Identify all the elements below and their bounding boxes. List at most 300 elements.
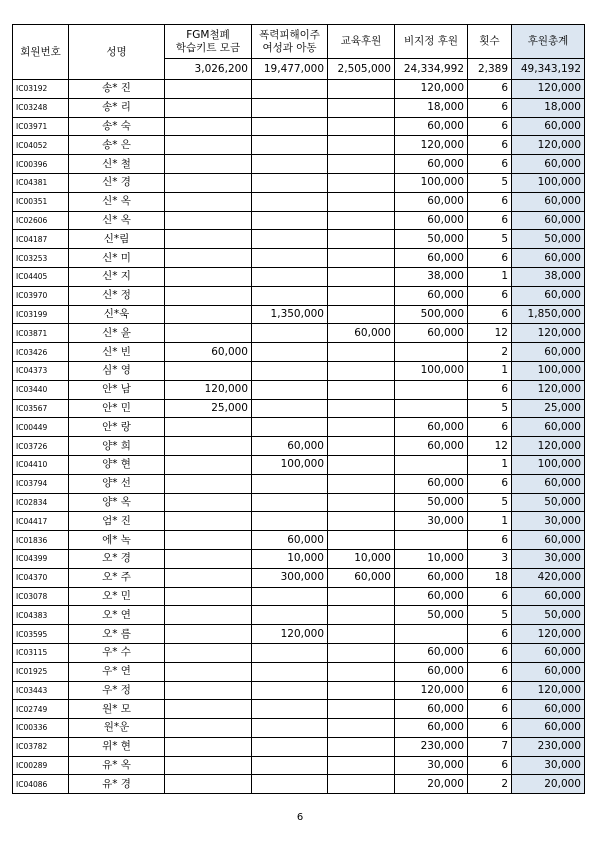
name-cell: 위* 현 (69, 737, 165, 756)
education-cell (328, 643, 395, 662)
name-cell: 송* 숙 (69, 117, 165, 136)
total-cell: 60,000 (512, 155, 585, 174)
irregular-cell: 60,000 (395, 192, 468, 211)
name-cell: 신* 윤 (69, 324, 165, 343)
total-cell: 420,000 (512, 568, 585, 587)
fgm-cell (165, 681, 252, 700)
violence-cell (252, 756, 328, 775)
fgm-cell (165, 455, 252, 474)
member-id-cell: IC04373 (13, 361, 69, 380)
count-cell: 6 (468, 531, 512, 550)
fgm-cell (165, 625, 252, 644)
fgm-cell (165, 662, 252, 681)
name-cell: 양* 옥 (69, 493, 165, 512)
name-cell: 우* 수 (69, 643, 165, 662)
violence-cell (252, 361, 328, 380)
member-id-cell: IC03971 (13, 117, 69, 136)
education-cell (328, 493, 395, 512)
violence-cell (252, 681, 328, 700)
irregular-cell: 10,000 (395, 549, 468, 568)
member-id-cell: IC04187 (13, 230, 69, 249)
total-cell: 25,000 (512, 399, 585, 418)
total-cell: 60,000 (512, 719, 585, 738)
count-cell: 3 (468, 549, 512, 568)
irregular-cell (395, 343, 468, 362)
name-cell: 신*림 (69, 230, 165, 249)
fgm-cell (165, 437, 252, 456)
table-row (13, 80, 585, 99)
fgm-cell (165, 361, 252, 380)
count-cell: 5 (468, 399, 512, 418)
irregular-cell: 60,000 (395, 286, 468, 305)
education-cell (328, 681, 395, 700)
count-cell: 6 (468, 380, 512, 399)
member-id-cell: IC00449 (13, 418, 69, 437)
violence-cell (252, 587, 328, 606)
table-row (13, 361, 585, 380)
name-cell: 신* 경 (69, 173, 165, 192)
header-fgm: FGM철폐 학습키트 모금 (165, 25, 252, 59)
name-cell: 안* 랑 (69, 418, 165, 437)
violence-cell (252, 192, 328, 211)
member-id-cell: IC00351 (13, 192, 69, 211)
name-cell: 우* 연 (69, 662, 165, 681)
violence-cell (252, 399, 328, 418)
violence-cell (252, 173, 328, 192)
irregular-cell: 100,000 (395, 361, 468, 380)
total-cell: 100,000 (512, 455, 585, 474)
fgm-cell (165, 267, 252, 286)
table-row (13, 775, 585, 794)
count-cell: 6 (468, 662, 512, 681)
name-cell: 양* 현 (69, 455, 165, 474)
total-cell: 60,000 (512, 474, 585, 493)
education-cell (328, 474, 395, 493)
total-cell: 50,000 (512, 606, 585, 625)
table-row (13, 662, 585, 681)
member-id-cell: IC04410 (13, 455, 69, 474)
education-cell (328, 361, 395, 380)
fgm-cell (165, 474, 252, 493)
member-id-cell: IC02606 (13, 211, 69, 230)
table-row (13, 587, 585, 606)
total-cell: 30,000 (512, 756, 585, 775)
fgm-cell (165, 606, 252, 625)
table-row (13, 117, 585, 136)
header-member-id: 회원번호 (13, 25, 69, 80)
total-irregular: 24,334,992 (395, 59, 468, 80)
count-cell: 6 (468, 643, 512, 662)
total-cell: 120,000 (512, 80, 585, 99)
member-id-cell: IC04383 (13, 606, 69, 625)
fgm-cell (165, 173, 252, 192)
education-cell (328, 625, 395, 644)
name-cell: 송* 리 (69, 98, 165, 117)
name-cell: 신* 정 (69, 286, 165, 305)
total-education: 2,505,000 (328, 59, 395, 80)
table-row (13, 343, 585, 362)
table-row (13, 719, 585, 738)
irregular-cell: 120,000 (395, 681, 468, 700)
education-cell (328, 437, 395, 456)
count-cell: 12 (468, 324, 512, 343)
fgm-cell (165, 155, 252, 174)
name-cell: 원* 모 (69, 700, 165, 719)
violence-cell (252, 719, 328, 738)
total-cell: 60,000 (512, 700, 585, 719)
violence-cell (252, 267, 328, 286)
irregular-cell: 60,000 (395, 700, 468, 719)
count-cell: 5 (468, 230, 512, 249)
fgm-cell (165, 136, 252, 155)
table-row (13, 756, 585, 775)
fgm-cell (165, 531, 252, 550)
fgm-cell: 120,000 (165, 380, 252, 399)
total-count: 2,389 (468, 59, 512, 80)
count-cell: 6 (468, 136, 512, 155)
total-cell: 1,850,000 (512, 305, 585, 324)
count-cell: 6 (468, 700, 512, 719)
violence-cell (252, 117, 328, 136)
education-cell (328, 587, 395, 606)
member-id-cell: IC03192 (13, 80, 69, 99)
table-row (13, 230, 585, 249)
table-row (13, 606, 585, 625)
fgm-cell (165, 80, 252, 99)
header-name: 성명 (69, 25, 165, 80)
count-cell: 6 (468, 98, 512, 117)
irregular-cell: 60,000 (395, 662, 468, 681)
irregular-cell (395, 625, 468, 644)
education-cell (328, 399, 395, 418)
total-fgm: 3,026,200 (165, 59, 252, 80)
table-row (13, 474, 585, 493)
fgm-cell (165, 493, 252, 512)
count-cell: 6 (468, 249, 512, 268)
irregular-cell: 60,000 (395, 324, 468, 343)
name-cell: 양* 희 (69, 437, 165, 456)
count-cell: 5 (468, 173, 512, 192)
count-cell: 6 (468, 625, 512, 644)
education-cell (328, 531, 395, 550)
violence-cell: 300,000 (252, 568, 328, 587)
name-cell: 오* 름 (69, 625, 165, 644)
member-id-cell: IC03253 (13, 249, 69, 268)
violence-cell (252, 380, 328, 399)
total-cell: 100,000 (512, 361, 585, 380)
member-id-cell: IC00336 (13, 719, 69, 738)
member-id-cell: IC03199 (13, 305, 69, 324)
table-row (13, 512, 585, 531)
name-cell: 신* 지 (69, 267, 165, 286)
total-cell: 120,000 (512, 625, 585, 644)
count-cell: 6 (468, 286, 512, 305)
total-cell: 50,000 (512, 493, 585, 512)
fgm-cell: 60,000 (165, 343, 252, 362)
total-cell: 60,000 (512, 531, 585, 550)
member-id-cell: IC04052 (13, 136, 69, 155)
irregular-cell (395, 399, 468, 418)
violence-cell (252, 512, 328, 531)
irregular-cell: 100,000 (395, 173, 468, 192)
fgm-cell (165, 230, 252, 249)
name-cell: 신* 철 (69, 155, 165, 174)
violence-cell (252, 700, 328, 719)
irregular-cell: 60,000 (395, 437, 468, 456)
violence-cell (252, 136, 328, 155)
education-cell (328, 380, 395, 399)
table-row (13, 136, 585, 155)
violence-cell (252, 286, 328, 305)
education-cell (328, 606, 395, 625)
table-row (13, 380, 585, 399)
count-cell: 6 (468, 681, 512, 700)
education-cell (328, 249, 395, 268)
table-row (13, 305, 585, 324)
irregular-cell: 60,000 (395, 719, 468, 738)
count-cell: 1 (468, 267, 512, 286)
member-id-cell: IC03794 (13, 474, 69, 493)
table-row (13, 192, 585, 211)
member-id-cell: IC04405 (13, 267, 69, 286)
irregular-cell: 120,000 (395, 80, 468, 99)
education-cell (328, 117, 395, 136)
violence-cell: 1,350,000 (252, 305, 328, 324)
fgm-cell (165, 775, 252, 794)
table-row (13, 286, 585, 305)
name-cell: 유* 옥 (69, 756, 165, 775)
name-cell: 오* 연 (69, 606, 165, 625)
irregular-cell: 20,000 (395, 775, 468, 794)
fgm-cell (165, 117, 252, 136)
member-id-cell: IC01925 (13, 662, 69, 681)
table-row (13, 643, 585, 662)
education-cell (328, 305, 395, 324)
violence-cell (252, 606, 328, 625)
education-cell (328, 286, 395, 305)
table-row (13, 700, 585, 719)
irregular-cell: 18,000 (395, 98, 468, 117)
violence-cell (252, 474, 328, 493)
table-row (13, 267, 585, 286)
name-cell: 에* 녹 (69, 531, 165, 550)
education-cell (328, 737, 395, 756)
total-cell: 230,000 (512, 737, 585, 756)
education-cell (328, 719, 395, 738)
header-education: 교육후원 (328, 25, 395, 59)
donor-table (12, 24, 585, 794)
education-cell (328, 418, 395, 437)
count-cell: 6 (468, 587, 512, 606)
fgm-cell (165, 192, 252, 211)
violence-cell: 10,000 (252, 549, 328, 568)
table-row (13, 173, 585, 192)
irregular-cell: 60,000 (395, 587, 468, 606)
member-id-cell: IC03440 (13, 380, 69, 399)
total-cell: 60,000 (512, 211, 585, 230)
total-cell: 60,000 (512, 192, 585, 211)
count-cell: 7 (468, 737, 512, 756)
violence-cell (252, 662, 328, 681)
count-cell: 2 (468, 775, 512, 794)
education-cell (328, 80, 395, 99)
table-row (13, 437, 585, 456)
member-id-cell: IC03426 (13, 343, 69, 362)
irregular-cell (395, 531, 468, 550)
table-row (13, 737, 585, 756)
name-cell: 신* 옥 (69, 192, 165, 211)
violence-cell: 60,000 (252, 531, 328, 550)
education-cell (328, 662, 395, 681)
fgm-cell (165, 587, 252, 606)
name-cell: 원*운 (69, 719, 165, 738)
member-id-cell: IC03078 (13, 587, 69, 606)
fgm-cell (165, 418, 252, 437)
fgm-cell (165, 719, 252, 738)
name-cell: 신* 빈 (69, 343, 165, 362)
education-cell (328, 455, 395, 474)
member-id-cell: IC04417 (13, 512, 69, 531)
violence-cell (252, 98, 328, 117)
irregular-cell: 500,000 (395, 305, 468, 324)
fgm-cell (165, 305, 252, 324)
violence-cell (252, 493, 328, 512)
fgm-cell (165, 737, 252, 756)
education-cell (328, 98, 395, 117)
fgm-cell (165, 512, 252, 531)
count-cell: 6 (468, 117, 512, 136)
irregular-cell: 60,000 (395, 474, 468, 493)
table-row (13, 625, 585, 644)
count-cell: 6 (468, 719, 512, 738)
name-cell: 우* 정 (69, 681, 165, 700)
name-cell: 심* 영 (69, 361, 165, 380)
page-number: 6 (296, 812, 304, 823)
fgm-cell (165, 700, 252, 719)
fgm-cell (165, 549, 252, 568)
header-total: 후원총계 (512, 25, 585, 59)
irregular-cell (395, 380, 468, 399)
irregular-cell: 60,000 (395, 418, 468, 437)
member-id-cell: IC03871 (13, 324, 69, 343)
member-id-cell: IC04370 (13, 568, 69, 587)
total-cell: 120,000 (512, 437, 585, 456)
table-row (13, 493, 585, 512)
total-violence: 19,477,000 (252, 59, 328, 80)
education-cell (328, 343, 395, 362)
table-row (13, 98, 585, 117)
table-row (13, 568, 585, 587)
count-cell: 1 (468, 512, 512, 531)
header-count: 횟수 (468, 25, 512, 59)
member-id-cell: IC01836 (13, 531, 69, 550)
education-cell (328, 756, 395, 775)
education-cell: 60,000 (328, 324, 395, 343)
table-row (13, 531, 585, 550)
violence-cell (252, 343, 328, 362)
education-cell (328, 192, 395, 211)
name-cell: 엄* 진 (69, 512, 165, 531)
count-cell: 6 (468, 756, 512, 775)
name-cell: 오* 주 (69, 568, 165, 587)
table-row (13, 455, 585, 474)
violence-cell (252, 155, 328, 174)
violence-cell (252, 249, 328, 268)
total-cell: 60,000 (512, 418, 585, 437)
member-id-cell: IC04399 (13, 549, 69, 568)
violence-cell (252, 418, 328, 437)
violence-cell: 60,000 (252, 437, 328, 456)
member-id-cell: IC04086 (13, 775, 69, 794)
education-cell (328, 173, 395, 192)
count-cell: 6 (468, 305, 512, 324)
total-cell: 30,000 (512, 549, 585, 568)
irregular-cell: 50,000 (395, 606, 468, 625)
irregular-cell: 60,000 (395, 155, 468, 174)
education-cell (328, 700, 395, 719)
irregular-cell: 60,000 (395, 249, 468, 268)
header-irregular: 비지정 후원 (395, 25, 468, 59)
header-violence: 폭력피해이주 여성과 아동 (252, 25, 328, 59)
total-cell: 38,000 (512, 267, 585, 286)
total-cell: 60,000 (512, 117, 585, 136)
irregular-cell: 30,000 (395, 756, 468, 775)
member-id-cell: IC03115 (13, 643, 69, 662)
name-cell: 송* 은 (69, 136, 165, 155)
fgm-cell: 25,000 (165, 399, 252, 418)
member-id-cell: IC03782 (13, 737, 69, 756)
violence-cell (252, 230, 328, 249)
violence-cell (252, 643, 328, 662)
member-id-cell: IC00396 (13, 155, 69, 174)
count-cell: 6 (468, 155, 512, 174)
header-row (13, 25, 585, 59)
count-cell: 6 (468, 474, 512, 493)
total-cell: 18,000 (512, 98, 585, 117)
irregular-cell: 60,000 (395, 117, 468, 136)
education-cell (328, 267, 395, 286)
irregular-cell: 60,000 (395, 211, 468, 230)
irregular-cell: 30,000 (395, 512, 468, 531)
total-cell: 60,000 (512, 249, 585, 268)
education-cell (328, 211, 395, 230)
education-cell (328, 230, 395, 249)
violence-cell: 100,000 (252, 455, 328, 474)
education-cell: 10,000 (328, 549, 395, 568)
total-cell: 60,000 (512, 587, 585, 606)
member-id-cell: IC03970 (13, 286, 69, 305)
irregular-cell: 60,000 (395, 568, 468, 587)
total-cell: 120,000 (512, 681, 585, 700)
education-cell (328, 136, 395, 155)
count-cell: 6 (468, 80, 512, 99)
total-cell: 120,000 (512, 380, 585, 399)
total-cell: 120,000 (512, 136, 585, 155)
name-cell: 안* 남 (69, 380, 165, 399)
member-id-cell: IC03595 (13, 625, 69, 644)
total-cell: 60,000 (512, 643, 585, 662)
violence-cell (252, 737, 328, 756)
count-cell: 6 (468, 211, 512, 230)
fgm-cell (165, 249, 252, 268)
table-row (13, 549, 585, 568)
count-cell: 6 (468, 192, 512, 211)
count-cell: 5 (468, 493, 512, 512)
irregular-cell: 38,000 (395, 267, 468, 286)
total-cell: 60,000 (512, 286, 585, 305)
count-cell: 12 (468, 437, 512, 456)
name-cell: 양* 선 (69, 474, 165, 493)
